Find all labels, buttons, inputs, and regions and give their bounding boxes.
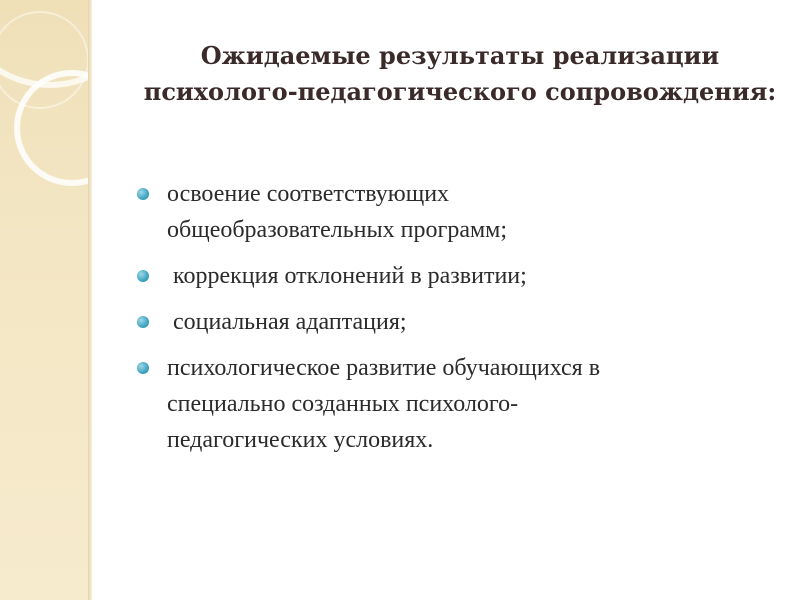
bullet-item <box>137 258 767 294</box>
bullet-dot-icon <box>137 188 149 200</box>
side-panel-edge <box>88 0 92 600</box>
circles-decoration <box>0 0 88 600</box>
bullet-dot-icon <box>137 270 149 282</box>
bullet-text-line: общеобразовательных программ; <box>167 217 508 243</box>
bullet-text-line: педагогических условиях. <box>167 427 434 453</box>
bullet-dot-icon <box>137 362 149 374</box>
bullet-text-line: специально созданных психолого- <box>167 391 519 417</box>
slide-title <box>120 38 800 110</box>
bullet-list <box>137 176 767 468</box>
side-panel <box>0 0 88 600</box>
bullet-item <box>137 176 767 248</box>
slide-title-line-1: Ожидаемые результаты реализации <box>200 41 720 70</box>
bullet-text-line: освоение соответствующих <box>167 181 450 207</box>
bullet-dot-icon <box>137 316 149 328</box>
bullet-item <box>137 350 767 458</box>
bullet-item <box>137 304 767 340</box>
bullet-text-line: психологическое развитие обучающихся в <box>167 355 601 381</box>
bullet-text-line: социальная адаптация; <box>167 309 407 335</box>
slide-title-line-2: психолого-педагогического сопровождения: <box>143 77 777 106</box>
bullet-text-line: коррекция отклонений в развитии; <box>167 263 527 289</box>
